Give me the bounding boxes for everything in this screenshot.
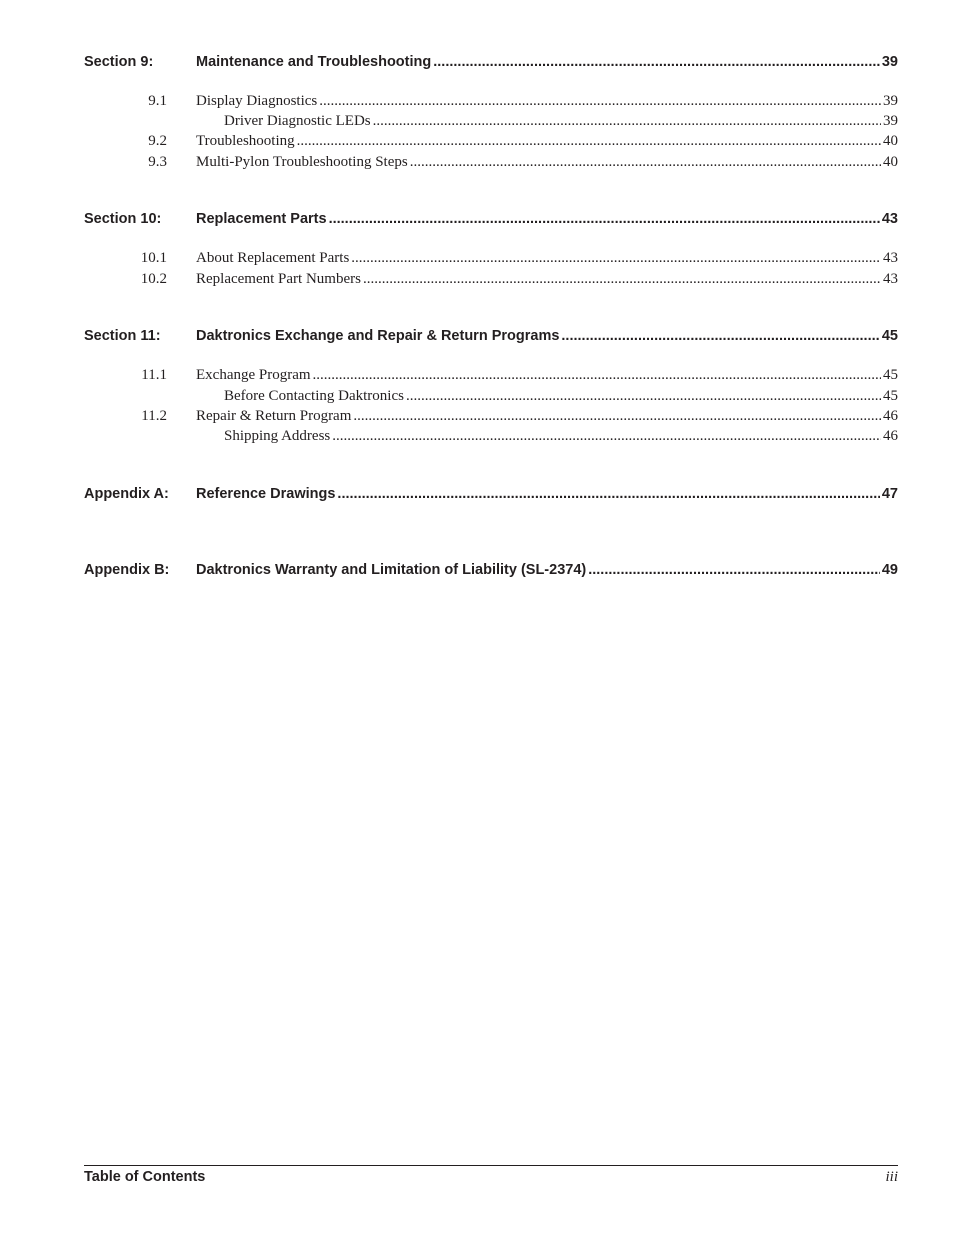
entry-page-number: 39 <box>883 113 898 129</box>
entry-number: 10.2 <box>140 271 167 287</box>
section-title: Daktronics Exchange and Repair & Return Programs <box>196 328 560 344</box>
toc-entry-10-2[interactable] <box>0 270 898 288</box>
dot-leader <box>406 387 881 405</box>
dot-leader <box>313 366 881 384</box>
toc-section-11[interactable] <box>84 327 898 345</box>
entry-title: Replacement Part Numbers <box>196 271 361 287</box>
entry-title: Display Diagnostics <box>196 93 318 109</box>
entry-title: Shipping Address <box>224 428 331 444</box>
entry-title: Driver Diagnostic LEDs <box>224 113 371 129</box>
entry-title: About Replacement Parts <box>196 250 350 266</box>
toc-entry-driver-diagnostic-leds[interactable] <box>0 112 898 130</box>
toc-entry-11-1[interactable] <box>0 366 898 384</box>
entry-title: Multi-Pylon Troubleshooting Steps <box>196 154 408 170</box>
toc-appendix-b[interactable] <box>84 561 898 579</box>
section-label: Section 10: <box>84 211 162 227</box>
toc-entry-9-1[interactable] <box>0 92 898 110</box>
dot-leader <box>297 132 881 150</box>
section-label: Appendix A: <box>84 486 169 502</box>
entry-title: Repair & Return Program <box>196 408 352 424</box>
toc-section-10[interactable] <box>84 210 898 228</box>
section-title: Reference Drawings <box>196 486 336 502</box>
footer-title: Table of Contents <box>84 1169 206 1185</box>
toc-entry-shipping-address[interactable] <box>0 427 898 445</box>
entry-number: 9.2 <box>148 133 167 149</box>
dot-leader <box>353 407 881 425</box>
dot-leader <box>332 427 881 445</box>
footer-page-number: iii <box>885 1169 898 1185</box>
entry-number: 10.1 <box>140 250 167 266</box>
footer-divider <box>84 1165 898 1166</box>
toc-appendix-a[interactable] <box>84 485 898 503</box>
section-page-number: 49 <box>881 562 898 578</box>
entry-page-number: 43 <box>883 271 898 287</box>
entry-page-number: 43 <box>883 250 898 266</box>
toc-entry-9-3[interactable] <box>0 153 898 171</box>
entry-number: 11.1 <box>141 367 167 383</box>
section-label: Appendix B: <box>84 562 170 578</box>
entry-page-number: 45 <box>883 388 898 404</box>
dot-leader <box>410 153 881 171</box>
section-label: Section 9: <box>84 54 154 70</box>
entry-page-number: 40 <box>883 133 898 149</box>
section-title: Replacement Parts <box>196 211 327 227</box>
dot-leader <box>319 92 881 110</box>
entry-number: 9.3 <box>148 154 167 170</box>
entry-title: Before Contacting Daktronics <box>224 388 404 404</box>
toc-entry-before-contacting-daktronics[interactable] <box>0 387 898 405</box>
toc-entry-10-1[interactable] <box>0 249 898 267</box>
dot-leader <box>351 249 881 267</box>
entry-page-number: 46 <box>883 408 898 424</box>
section-page-number: 45 <box>881 328 898 344</box>
dot-leader <box>433 53 880 71</box>
dot-leader <box>561 327 879 345</box>
section-title: Maintenance and Troubleshooting <box>196 54 432 70</box>
entry-title: Troubleshooting <box>196 133 295 149</box>
toc-entry-11-2[interactable] <box>0 407 898 425</box>
section-page-number: 47 <box>881 486 898 502</box>
entry-page-number: 39 <box>883 93 898 109</box>
section-page-number: 43 <box>881 211 898 227</box>
dot-leader <box>329 210 880 228</box>
entry-page-number: 46 <box>883 428 898 444</box>
entry-number: 9.1 <box>148 93 167 109</box>
dot-leader <box>363 270 881 288</box>
section-label: Section 11: <box>84 328 161 344</box>
entry-number: 11.2 <box>141 408 167 424</box>
dot-leader <box>373 112 881 130</box>
entry-page-number: 40 <box>883 154 898 170</box>
toc-entry-9-2[interactable] <box>0 132 898 150</box>
dot-leader <box>337 485 879 503</box>
section-title: Daktronics Warranty and Limitation of Liability (SL-2374) <box>196 562 587 578</box>
toc-section-9[interactable] <box>84 53 898 71</box>
entry-title: Exchange Program <box>196 367 311 383</box>
dot-leader <box>588 561 880 579</box>
section-page-number: 39 <box>881 54 898 70</box>
entry-page-number: 45 <box>883 367 898 383</box>
